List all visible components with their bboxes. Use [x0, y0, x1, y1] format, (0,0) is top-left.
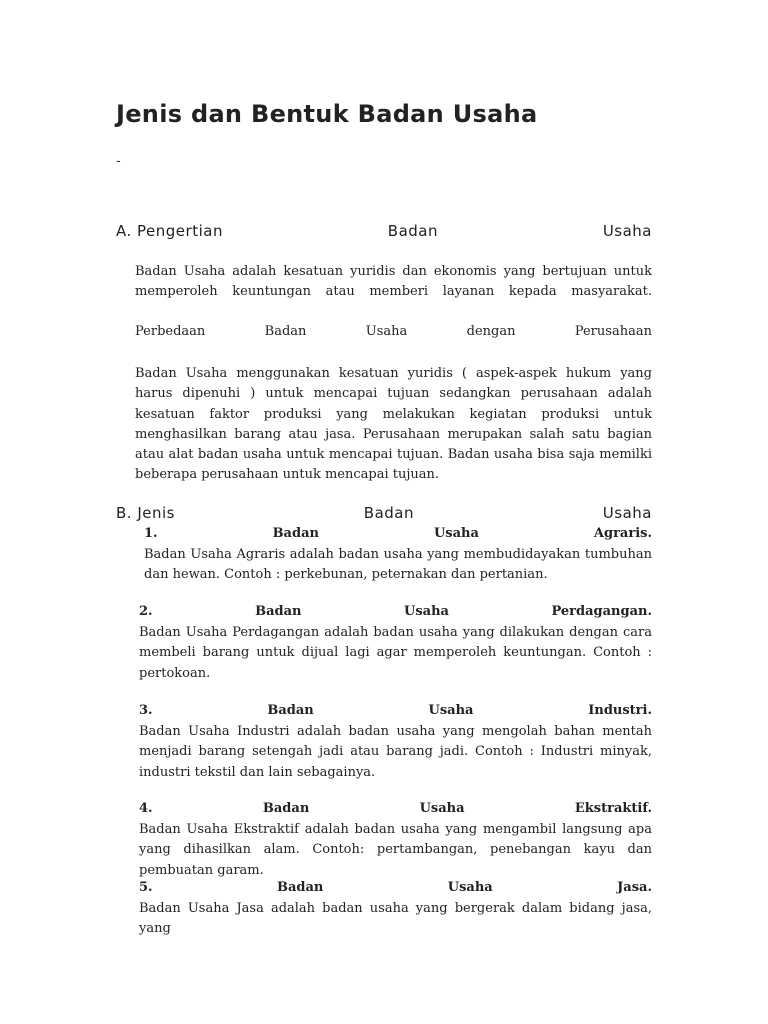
heading-word: Jasa. — [617, 880, 652, 895]
heading-word: Usaha — [447, 880, 493, 895]
heading-word: Ekstraktif. — [574, 801, 652, 816]
item-1-text: Badan Usaha Agraris adalah badan usaha yang membudidayakan tumbuhan dan hewan. Contoh : perkebunan, peternakan dan pertanian. — [144, 547, 652, 583]
heading-word: Badan — [262, 801, 310, 816]
page-title: Jenis dan Bentuk Badan Usaha — [116, 100, 538, 128]
heading-word: Badan — [363, 504, 414, 522]
item-1-heading — [144, 526, 652, 541]
heading-word: Usaha — [433, 526, 479, 541]
heading-word: Badan — [387, 222, 438, 240]
heading-word: Perusahaan — [574, 324, 652, 339]
heading-word: 5. — [139, 880, 153, 895]
heading-word: Usaha — [365, 324, 408, 339]
heading-word: Badan — [272, 526, 319, 541]
heading-word: B. Jenis — [116, 504, 175, 522]
heading-word: Usaha — [428, 703, 474, 718]
item-5-text: Badan Usaha Jasa adalah badan usaha yang bergerak dalam bidang jasa, yang — [139, 901, 652, 937]
item-4-heading — [139, 801, 652, 816]
heading-word: Agraris. — [593, 526, 652, 541]
heading-word: Usaha — [602, 222, 652, 240]
heading-word: Usaha — [602, 504, 652, 522]
section-a-intro: Badan Usaha adalah kesatuan yuridis dan ekonomis yang bertujuan untuk memperoleh keuntungan atau memberi layanan kepada masyarakat. — [135, 264, 652, 300]
heading-word: Perbedaan — [135, 324, 206, 339]
heading-word: Usaha — [404, 604, 449, 619]
item-3-heading — [139, 703, 652, 718]
section-b-heading — [116, 504, 652, 522]
item-2-heading — [139, 604, 652, 619]
heading-word: 3. — [139, 703, 153, 718]
difference-paragraph: Badan Usaha menggunakan kesatuan yuridis ( aspek-aspek hukum yang harus dipenuhi ) untuk mencapai tujuan sedangkan perusahaan adalah kesatuan faktor produksi yang melakukan kegiatan produksi untuk menghasilkan barang atau jasa. Perusahaan merupakan salah satu bagian atau alat badan usaha untuk mencapai tujuan. Badan usaha bisa saja memilki beberapa perusahaan untuk mencapai tujuan. — [135, 366, 652, 483]
item-3-text: Badan Usaha Industri adalah badan usaha yang mengolah bahan mentah menjadi barang setengah jadi atau barang jadi. Contoh : Industri minyak, industri tekstil dan lain sebagainya. — [139, 724, 652, 780]
heading-word: 1. — [144, 526, 158, 541]
heading-word: A. Pengertian — [116, 222, 223, 240]
item-2-text: Badan Usaha Perdagangan adalah badan usaha yang dilakukan dengan cara membeli barang untuk dijual lagi agar memperoleh keuntungan. Contoh : pertokoan. — [139, 625, 652, 681]
heading-word: Badan — [255, 604, 302, 619]
heading-word: Usaha — [419, 801, 465, 816]
heading-word: 2. — [139, 604, 153, 619]
difference-heading — [135, 324, 652, 339]
item-4-text: Badan Usaha Ekstraktif adalah badan usaha yang mengambil langsung apa yang dihasilkan alam. Contoh: pertambangan, penebangan kayu dan pembuatan garam. — [139, 822, 652, 878]
heading-word: 4. — [139, 801, 153, 816]
separator-dash: - — [116, 154, 121, 169]
heading-word: Badan — [264, 324, 307, 339]
heading-word: Industri. — [588, 703, 652, 718]
item-5-heading — [139, 880, 652, 895]
heading-word: Badan — [276, 880, 324, 895]
heading-word: Perdagangan. — [551, 604, 652, 619]
heading-word: Badan — [267, 703, 314, 718]
heading-word: dengan — [466, 324, 516, 339]
section-a-heading — [116, 222, 652, 240]
